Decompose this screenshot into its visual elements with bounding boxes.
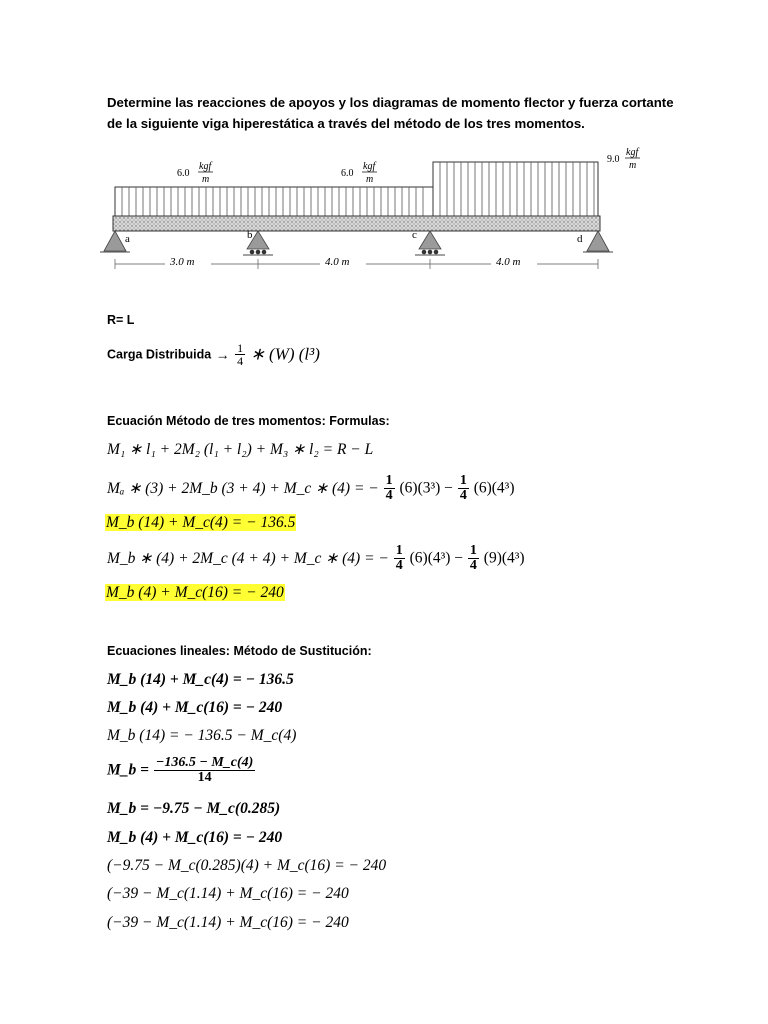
load-1-lines xyxy=(122,187,423,216)
equation-result-2: M_b (4) + M_c(16) = − 240 xyxy=(106,584,284,601)
svg-text:m: m xyxy=(202,174,210,185)
load-2-lines xyxy=(440,162,594,216)
section-heading-sustitucion: Ecuaciones lineales: Método de Sustitución: xyxy=(107,644,372,658)
carga-distribuida-row xyxy=(107,342,320,367)
section-heading-tres-momentos: Ecuación Método de tres momentos: Formulas: xyxy=(107,414,390,428)
svg-text:m: m xyxy=(629,160,637,171)
arrow-icon: → xyxy=(215,346,230,363)
svg-text:a: a xyxy=(125,233,130,245)
svg-text:9.0: 9.0 xyxy=(607,154,620,165)
distributed-load-1 xyxy=(115,187,433,216)
span-1-label: 3.0 m xyxy=(170,256,195,268)
equation-result-1: M_b (14) + M_c(4) = − 136.5 xyxy=(106,514,296,531)
equation-span-ab-bc: Mₐ ∗ (3) + 2M_b (3 + 4) + M_c ∗ (4) = − $\frac{1}{4}$ (6)(3³) − $\frac{1}{4}$ (6)(4³) xyxy=(107,473,515,503)
beam-diagram xyxy=(95,145,655,270)
substitution-step-5: M_b = −9.75 − M_c(0.285) xyxy=(107,800,281,817)
svg-text:m: m xyxy=(366,174,374,185)
support-a xyxy=(100,231,130,252)
svg-text:c: c xyxy=(412,229,417,241)
problem-statement: Determine las reacciones de apoyos y los diagramas de momento flector y fuerza cortante de la siguiente viga hiperestática a través del método de los tres momentos. xyxy=(107,95,674,131)
load-2-label xyxy=(341,161,377,185)
svg-text:kgf: kgf xyxy=(626,147,639,158)
svg-text:d: d xyxy=(577,233,583,245)
svg-text:6.0: 6.0 xyxy=(341,168,354,179)
svg-text:kgf: kgf xyxy=(363,161,376,172)
span-2-label: 4.0 m xyxy=(325,256,350,268)
substitution-step-1: M_b (14) + M_c(4) = − 136.5 xyxy=(107,671,294,688)
svg-text:b: b xyxy=(247,229,253,241)
load-1-label xyxy=(177,161,213,185)
support-c xyxy=(412,229,445,255)
beam xyxy=(113,216,600,231)
carga-fraction: $\frac{1}{4}$ xyxy=(237,341,244,368)
substitution-step-6: M_b (4) + M_c(16) = − 240 xyxy=(107,829,283,846)
support-b xyxy=(243,229,273,255)
carga-formula: ∗ (W) (l³) xyxy=(250,344,320,364)
support-d xyxy=(577,231,613,252)
svg-text:6.0: 6.0 xyxy=(177,168,190,179)
equation-general: M₁ ∗ l₁ + 2M₂ (l₁ + l₂) + M₃ ∗ l₂ = R − L xyxy=(107,441,374,458)
substitution-step-4: M_b = $\frac{-136.5 - M\_c(4)}{14}$ xyxy=(107,755,254,785)
span-3-label: 4.0 m xyxy=(496,256,521,268)
substitution-step-2: M_b (4) + M_c(16) = − 240 xyxy=(107,699,283,716)
rl-text: R= L xyxy=(107,313,135,327)
substitution-step-7: (−9.75 − M_c(0.285)(4) + M_c(16) = − 240 xyxy=(107,857,387,874)
equation-span-bc-cd: M_b ∗ (4) + 2M_c (4 + 4) + M_c ∗ (4) = − $\frac{1}{4}$ (6)(4³) − $\frac{1}{4}$ (9)(4³) xyxy=(107,543,525,573)
substitution-step-9: (−39 − M_c(1.14) + M_c(16) = − 240 xyxy=(107,914,349,931)
substitution-step-8: (−39 − M_c(1.14) + M_c(16) = − 240 xyxy=(107,885,349,902)
svg-text:kgf: kgf xyxy=(199,161,212,172)
substitution-step-3: M_b (14) = − 136.5 − M_c(4) xyxy=(107,727,297,744)
load-3-label xyxy=(607,147,640,171)
carga-label: Carga Distribuida xyxy=(107,347,212,362)
